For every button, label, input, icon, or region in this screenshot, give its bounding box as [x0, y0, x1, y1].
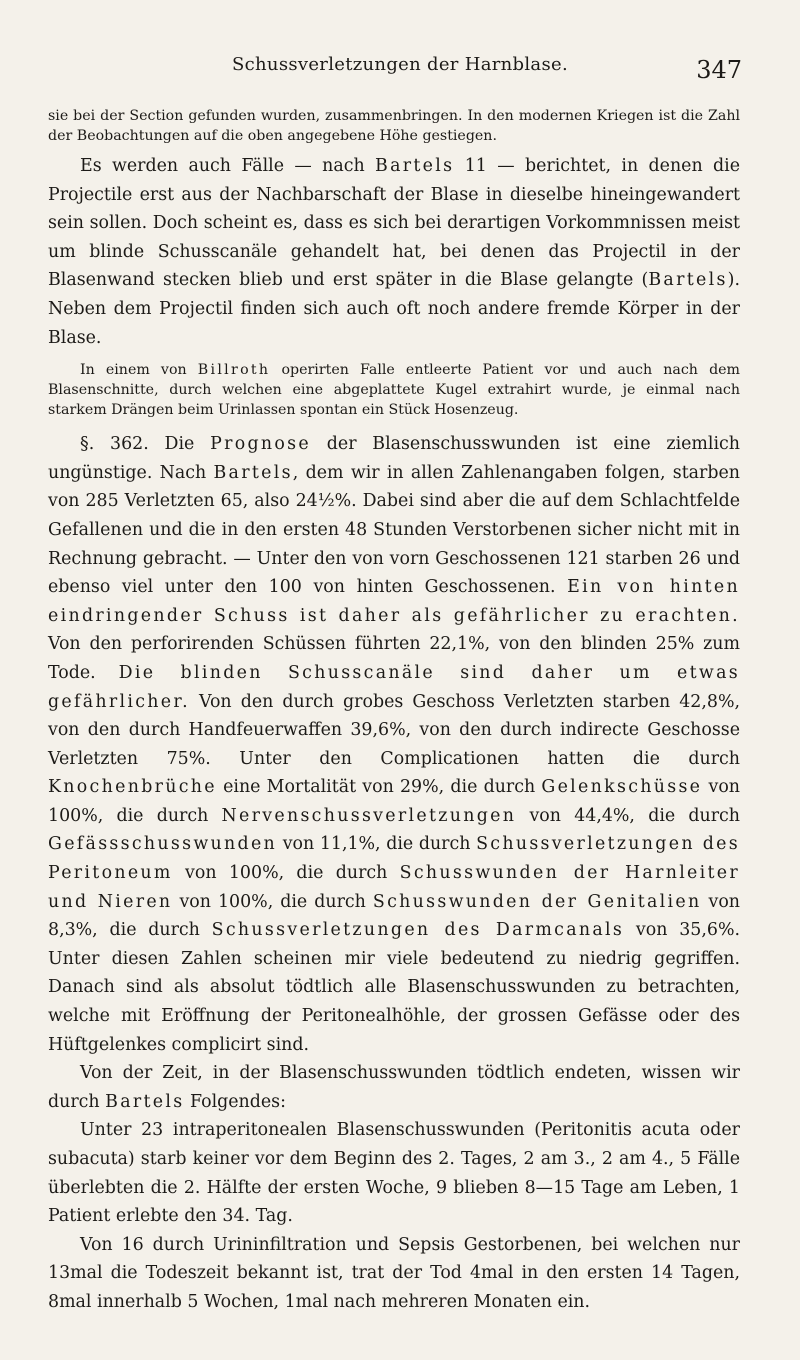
text-run: 11 — berichtet, in denen die Projectile erst aus der Nachbarschaft der Blase in dieselbe hineingewandert sein sollen. Doch scheint es, dass es sich bei derartigen Vorkommnissen meist um blinde Schusscanäle gehandelt hat, bei denen das Projectil in der Blasenwand stecken blieb und erst später in die Blase gelangte ( — [48, 156, 740, 291]
paragraph-prognosis — [48, 430, 740, 1059]
text-run: von 11,1%, die durch — [277, 834, 477, 855]
spaced-emphasis: Die blinden Schusscanäle sind daher um etwas gefährlicher. — [48, 662, 740, 712]
text-run: §. 362. Die — [80, 434, 211, 455]
text-run: von 35,6%. Unter diesen Zahlen scheinen mir viele bedeutend zu niedrig gegriffen. Danach sind als absolut tödtlich alle Blasenschusswunden zu betrachten, welche mit Eröffnung der Peritonealhöhle, der grossen Gefässe oder des Hüftgelenkes complicirt sind. — [48, 920, 740, 1055]
page-number: 347 — [696, 56, 742, 84]
spaced-emphasis: Schussverletzungen des Peritoneum — [48, 834, 741, 884]
paragraph-intraperitoneal — [48, 1116, 740, 1230]
text-run: Von den durch grobes Geschoss Verletzten starben 42,8%, von den durch Handfeuerwaffen 39,6%, von den durch indirecte Geschosse Verletzten 75%. Unter den Complicationen hatten die durch — [48, 691, 740, 769]
text-run: von 44,4%, die durch — [516, 805, 740, 826]
running-head: Schussverletzungen der Harnblase. — [232, 54, 568, 75]
text-run: Von den perforirenden Schüssen führten 22,1%, von den blinden 25% zum Tode. — [48, 634, 740, 683]
spaced-emphasis: Bartels — [375, 156, 455, 176]
page-body — [48, 106, 740, 1317]
spaced-emphasis: Prognose — [210, 434, 311, 455]
text-run: ). Neben dem Projectil finden sich auch oft noch andere fremde Körper in der Blase. — [48, 270, 740, 348]
text-run: von 8,3%, die durch — [48, 891, 741, 941]
text-run: Unter 23 intraperitonealen Blasenschusswunden (Peritonitis acuta oder subacuta) starb keiner vor dem Beginn des 2. Tages, 2 am 3., 2 am 4., 5 Fälle überlebten die 2. Hälfte der ersten Woche, 9 blieben 8—15 Tage am Leben, 1 Patient erlebte den 34. Tag. — [48, 1120, 740, 1227]
text-run: Es werden auch Fälle — nach — [80, 156, 376, 176]
text-run: In einem von — [80, 362, 198, 379]
page-header — [0, 54, 800, 84]
spaced-emphasis: Bartels — [213, 462, 293, 483]
text-run: Von der Zeit, in der Blasenschusswunden tödtlich endeten, wissen wir durch — [48, 1063, 740, 1112]
paragraph-section-remark — [48, 106, 740, 146]
spaced-emphasis: Gefässschusswunden — [48, 834, 278, 855]
spaced-emphasis: Schussverletzungen des Darmcanals — [211, 920, 625, 941]
text-run: Folgendes: — [184, 1091, 286, 1112]
text-run: eine Mortalität von 29%, die durch — [216, 777, 542, 798]
paragraph-time-of-death — [48, 1059, 740, 1116]
text-run: der Blasenschusswunden ist eine ziemlich ungünstige. Nach — [48, 434, 740, 483]
spaced-emphasis: Ein von hinten eindringender Schuss ist daher als gefährlicher zu erachten. — [48, 577, 740, 626]
spaced-emphasis: Bartels — [105, 1091, 185, 1112]
text-run: von 100%, die durch — [172, 863, 400, 884]
text-run: , dem wir in allen Zahlenangaben folgen, starben von 285 Verletzten 65, also 24½%. Dabei sind aber die auf dem Schlachtfelde Gefallenen und die in den ersten 48 Stunden Verstorbenen sicher nicht mit in Rechnung gebracht. — Unter den von vorn Geschossenen 121 starben 26 und ebenso viel unter den 100 von hinten Geschossenen. — [48, 462, 740, 598]
paragraph-migrating-projectiles — [48, 152, 740, 352]
paragraph-billroth-case — [48, 360, 740, 420]
spaced-emphasis: Billroth — [197, 362, 271, 379]
text-run: sie bei der Section gefunden wurden, zusammenbringen. In den modernen Kriegen ist die Zahl der Beobachtungen auf die oben angegebene Höhe gestiegen. — [48, 108, 740, 144]
text-run: Von 16 durch Urininfiltration und Sepsis Gestorbenen, bei welchen nur 13mal die Todeszeit bekannt ist, trat der Tod 4mal in den ersten 14 Tagen, 8mal innerhalb 5 Wochen, 1mal nach mehreren Monaten ein. — [48, 1234, 740, 1312]
spaced-emphasis: Gelenkschüsse — [541, 777, 703, 798]
spaced-emphasis: Bartels — [648, 270, 728, 291]
text-run: von 100%, die durch — [48, 777, 740, 826]
spaced-emphasis: Nervenschussverletzungen — [221, 805, 517, 826]
spaced-emphasis: Schusswunden der Genitalien — [372, 891, 702, 912]
text-run: von 100%, die durch — [172, 891, 373, 912]
spaced-emphasis: Knochenbrüche — [48, 777, 217, 798]
text-run: operirten Falle entleerte Patient vor und auch nach dem Blasenschnitte, durch welchen eine abgeplattete Kugel extrahirt wurde, je einmal nach starkem Drängen beim Urinlassen spontan ein Stück Hosenzeug. — [48, 362, 740, 419]
spaced-emphasis: Schusswunden der Harnleiter und Nieren — [48, 863, 741, 912]
paragraph-urine-infiltration — [48, 1231, 740, 1317]
